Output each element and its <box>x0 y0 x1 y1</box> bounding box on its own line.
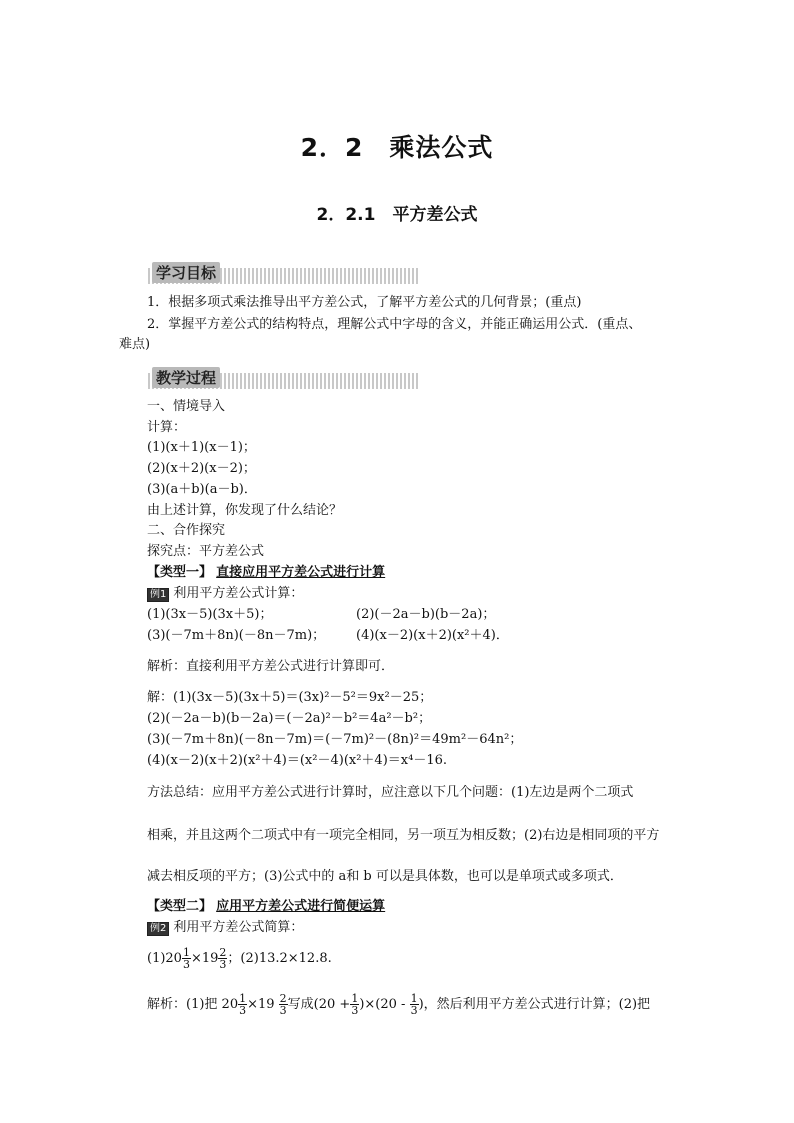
analysis1: 解析：直接利用平方差公式进行计算即可． <box>147 659 395 674</box>
goal-item-1: 1．根据多项式乘法推导出平方差公式，了解平方差公式的几何背景；(重点) <box>147 295 582 310</box>
section-title: 2．2.1 平方差公式 <box>316 205 478 225</box>
fraction: $\frac{1}{3}$ <box>410 992 418 1017</box>
type1-title: 直接应用平方差公式进行计算 <box>216 565 386 580</box>
calc-3: (3)(a＋b)(a－b)． <box>147 482 257 497</box>
solution-1: 解：(1)(3x－5)(3x＋5)＝(3x)²－5²＝9x²－25； <box>147 690 433 705</box>
explore-point: 探究点：平方差公式 <box>147 544 265 559</box>
fraction: $\frac{1}{3}$ <box>182 946 190 971</box>
goals-banner <box>148 264 418 284</box>
solution-2: (2)(－2a－b)(b－2a)＝(－2a)²－b²＝4a²－b²； <box>147 711 432 726</box>
question: 由上述计算，你发现了什么结论？ <box>147 503 343 518</box>
example1-c: (3)(－7m＋8n)(－8n－7m)； <box>147 628 326 643</box>
example1-question: 利用平方差公式计算： <box>173 586 304 601</box>
example1-a: (1)(3x－5)(3x＋5)； <box>147 607 273 622</box>
analysis2: 解析：(1)把 20 $\frac{1}{3}$ ×19 $\frac{2}{3}$ 写成(20 + $\frac{1}{3}$ )×(20 - $\frac{1}{3}$ )，然后利用平方差公式进行计算；(2)把 <box>147 992 651 1017</box>
type1-tag: 【类型一】 <box>147 565 213 580</box>
example1-b: (2)(－2a－b)(b－2a)； <box>356 607 496 622</box>
fraction: $\frac{1}{3}$ <box>239 992 247 1017</box>
goal-item-2-cont: 难点) <box>119 337 151 352</box>
process-banner <box>148 369 418 389</box>
method-summary-3: 减去相反项的平方；(3)公式中的 a和 b 可以是具体数，也可以是单项式或多项式． <box>147 869 623 884</box>
fraction: $\frac{2}{3}$ <box>279 992 287 1017</box>
calc-1: (1)(x＋1)(x－1)； <box>147 440 256 455</box>
type2-heading <box>147 897 385 917</box>
type2-title: 应用平方差公式进行简便运算 <box>216 899 386 914</box>
type1-heading <box>147 563 385 583</box>
goal-item-2: 2．掌握平方差公式的结构特点，理解公式中字母的含义，并能正确运用公式．(重点、 <box>147 317 642 332</box>
example2-question: 利用平方差公式简算： <box>173 920 304 935</box>
example1-d: (4)(x－2)(x＋2)(x²＋4)． <box>356 628 509 643</box>
method-summary-1: 方法总结：应用平方差公式进行计算时，应注意以下几个问题：(1)左边是两个二项式 <box>147 785 634 800</box>
solution-4: (4)(x－2)(x＋2)(x²＋4)＝(x²－4)(x²＋4)＝x⁴－16. <box>147 753 447 768</box>
section-explore: 二、合作探究 <box>147 523 226 538</box>
calc-2: (2)(x＋2)(x－2)； <box>147 461 256 476</box>
solution-3: (3)(－7m＋8n)(－8n－7m)＝(－7m)²－(8n)²＝49m²－64n²； <box>147 732 523 747</box>
example2 <box>147 918 303 938</box>
example2-badge: 例2 <box>147 922 169 936</box>
fraction: $\frac{2}{3}$ <box>219 946 227 971</box>
process-heading: 教学过程 <box>152 367 220 388</box>
type2-tag: 【类型二】 <box>147 899 213 914</box>
section-intro: 一、情境导入 <box>147 399 226 414</box>
calc-label: 计算： <box>147 420 187 435</box>
example1 <box>147 584 303 604</box>
goals-heading: 学习目标 <box>152 262 220 283</box>
page-title: 2．2 乘法公式 <box>300 133 494 162</box>
fraction: $\frac{1}{3}$ <box>351 992 359 1017</box>
example1-badge: 例1 <box>147 588 169 602</box>
example2-expression: (1)20 $\frac{1}{3}$ ×19 $\frac{2}{3}$ ；(2)13.2×12.8. <box>147 946 332 971</box>
method-summary-2: 相乘，并且这两个二项式中有一项完全相同，另一项互为相反数；(2)右边是相同项的平方 <box>147 828 660 843</box>
